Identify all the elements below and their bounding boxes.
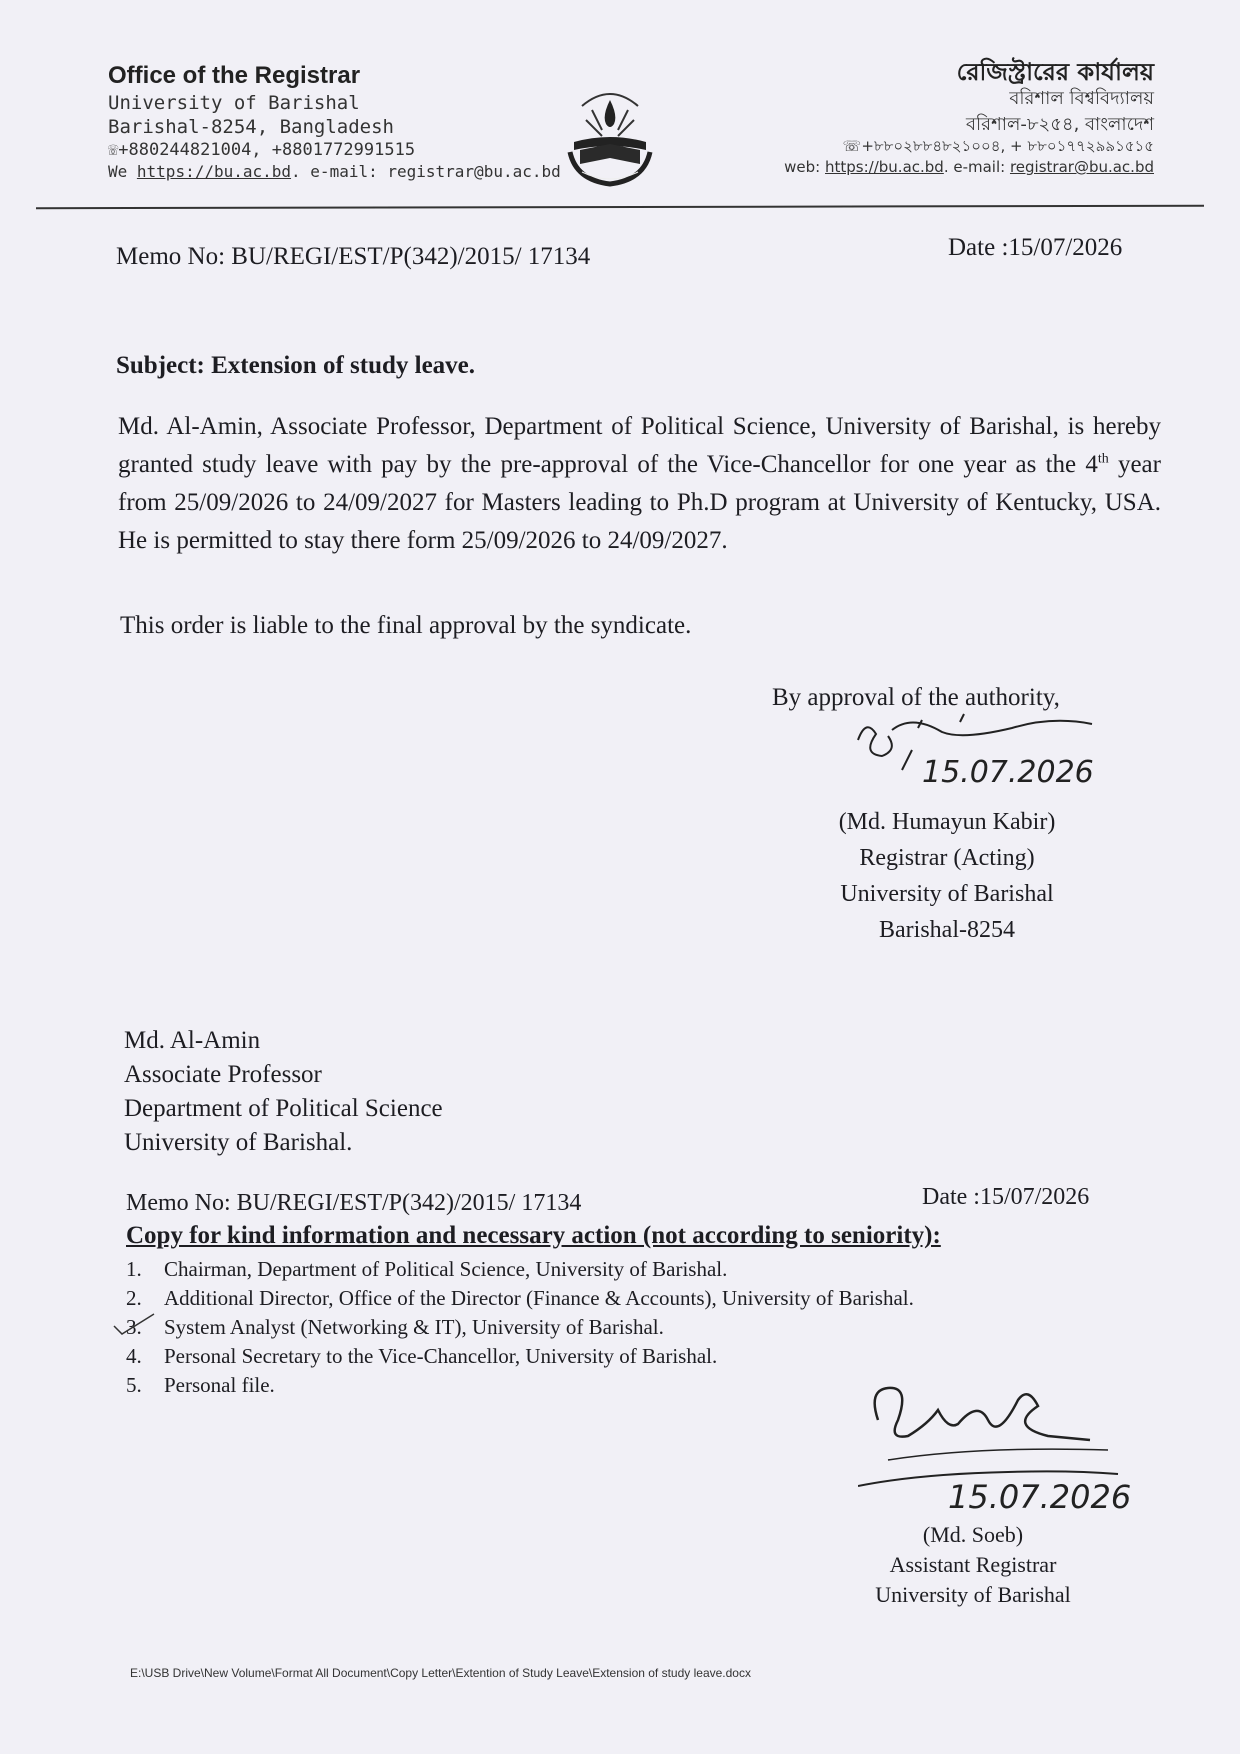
- email-text: . e-mail: registrar@bu.ac.bd: [291, 162, 561, 181]
- phone-numbers: +880244821004, +8801772991515: [118, 140, 416, 160]
- phone-icon: ☏: [108, 140, 119, 160]
- subject-line: Subject: Extension of study leave.: [116, 352, 476, 379]
- assistant-title: Assistant Registrar: [889, 1552, 1057, 1577]
- list-item: 1. Chairman, Department of Political Science, University of Barishal.: [126, 1257, 728, 1281]
- registrar-signature: [852, 710, 1152, 792]
- web-email-line: [108, 162, 561, 181]
- copy-memo-number: Memo No: BU/REGI/EST/P(342)/2015/ 17134: [126, 1190, 582, 1216]
- list-item: 4. Personal Secretary to the Vice-Chancellor, University of Barishal.: [126, 1344, 718, 1368]
- office-title: Office of the Registrar: [108, 62, 361, 89]
- copy-heading: Copy for kind information and necessary action (not according to seniority):: [126, 1222, 941, 1249]
- list-item: 3. System Analyst (Networking & IT), University of Barishal.: [126, 1315, 664, 1339]
- memo-number: Memo No: BU/REGI/EST/P(342)/2015/ 17134: [116, 243, 591, 270]
- check-mark-icon: [112, 1312, 156, 1338]
- letterhead-divider: [36, 205, 1204, 209]
- university-address: Barishal-8254, Bangladesh: [108, 116, 394, 138]
- copy-memo-date: Date :15/07/2026: [922, 1184, 1090, 1210]
- body-part-2: year from 25/09/2026 to 24/09/2027 for Masters leading to Ph.D program at University of Kentucky, USA. He is permitted to stay there form 25/09/2026 to 24/09/2027.: [118, 451, 1161, 554]
- phone-line: [108, 140, 415, 160]
- assistant-name: (Md. Soeb): [922, 1522, 1024, 1547]
- web-email-line-right: [784, 158, 1154, 176]
- recipient-department: Department of Political Science: [124, 1095, 443, 1122]
- university-name: University of Barishal: [108, 92, 360, 114]
- registrar-title: Registrar (Acting): [859, 845, 1035, 871]
- recipient-name: Md. Al-Amin: [124, 1027, 261, 1054]
- registrar-signature-date: 15.07.2026: [922, 755, 1094, 790]
- assistant-university: University of Barishal: [875, 1582, 1071, 1607]
- registrar-city: Barishal-8254: [879, 917, 1015, 943]
- phone-numbers-bangla: +৮৮০২৮৮৪৮২১০০৪, + ৮৮০১৭৭২৯৯১৫১৫: [861, 137, 1154, 155]
- email-link[interactable]: registrar@bu.ac.bd: [1009, 158, 1154, 176]
- footer-file-path: E:\USB Drive\New Volume\Format All Document\Copy Letter\Extention of Study Leave\Extension of study leave.docx: [130, 1666, 751, 1680]
- copy-list: [126, 1255, 914, 1400]
- university-address-bangla: বরিশাল-৮২৫৪, বাংলাদেশ: [966, 114, 1154, 135]
- order-note: This order is liable to the final approval by the syndicate.: [120, 612, 692, 639]
- phone-icon: ☏: [842, 137, 862, 155]
- ordinal-suffix: th: [1097, 451, 1109, 467]
- registrar-block: [812, 804, 1082, 948]
- assistant-registrar-block: [858, 1520, 1088, 1610]
- website-link[interactable]: https://bu.ac.bd: [136, 162, 292, 181]
- email-label: . e-mail:: [943, 158, 1010, 176]
- approval-line: By approval of the authority,: [772, 684, 1060, 711]
- university-seal-icon: [562, 80, 658, 190]
- university-name-bangla: বরিশাল বিশ্ববিদ্যালয়: [1009, 88, 1154, 109]
- memo-date: Date :15/07/2026: [948, 234, 1123, 261]
- registrar-university: University of Barishal: [840, 881, 1054, 907]
- recipient-block: [124, 1024, 443, 1160]
- web-prefix: We: [108, 162, 128, 181]
- assistant-registrar-signature: [858, 1380, 1158, 1530]
- recipient-university: University of Barishal.: [124, 1129, 353, 1156]
- web-label: web:: [784, 158, 825, 176]
- assistant-signature-date: 15.07.2026: [948, 1478, 1132, 1516]
- recipient-title: Associate Professor: [124, 1061, 322, 1088]
- phone-line-bangla: [843, 135, 1154, 160]
- body-part-1: Md. Al-Amin, Associate Professor, Department of Political Science, University of Barishal, is hereby granted study leave with pay by the pre-approval of the Vice-Chancellor for one year as the 4: [118, 413, 1161, 478]
- website-link-right[interactable]: https://bu.ac.bd: [825, 158, 944, 176]
- registrar-name: (Md. Humayun Kabir): [838, 809, 1056, 835]
- body-paragraph: [118, 408, 1161, 560]
- office-title-bangla: রেজিস্ট্রারের কার্যালয়: [956, 58, 1154, 86]
- list-item: 2. Additional Director, Office of the Director (Finance & Accounts), University of Barishal.: [126, 1286, 914, 1310]
- list-item: 5. Personal file.: [126, 1373, 275, 1397]
